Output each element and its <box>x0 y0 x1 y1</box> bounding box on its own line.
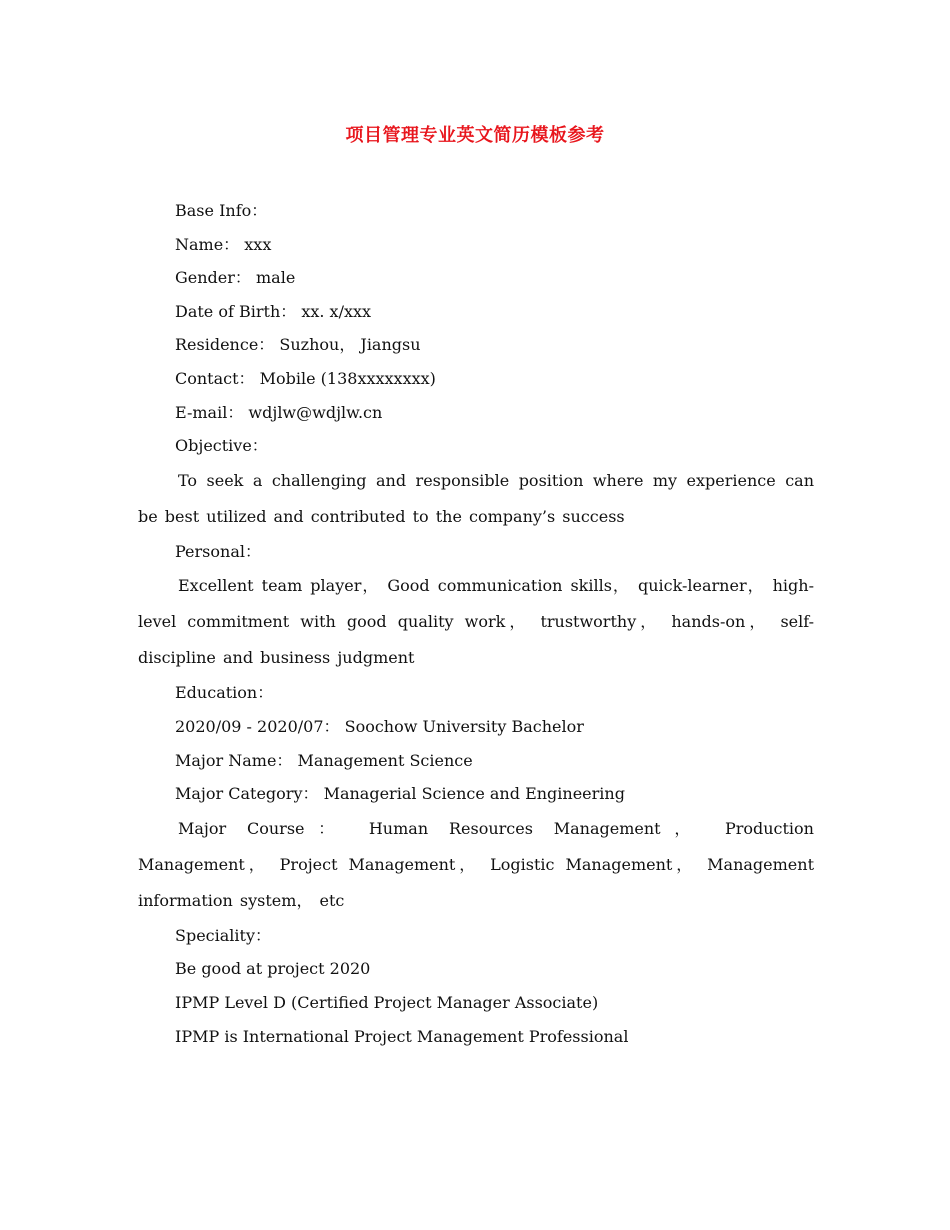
name-line: Name： xxx <box>175 234 272 254</box>
education-label: Education： <box>175 683 274 703</box>
objective-paragraph: To seek a challenging and responsible position where my experience can be best utilized and contributed to the company’s success <box>138 470 814 526</box>
residence-line: Residence： Suzhou， Jiangsu <box>175 335 421 355</box>
major-course-paragraph: Major Course： Human Resources Management， Production Management， Project Management， Logistic Management， Management information system， etc <box>138 818 814 910</box>
speciality-line-1: Be good at project 2020 <box>175 959 371 979</box>
major-category-line: Major Category： Managerial Science and Engineering <box>175 784 625 804</box>
speciality-label: Speciality： <box>175 925 271 945</box>
personal-label: Personal： <box>175 541 261 561</box>
base-info-label: Base Info： <box>175 201 268 220</box>
dob-line: Date of Birth： xx. x/xxx <box>175 301 372 321</box>
education-period-line: 2020/09 - 2020/07： Soochow University Bachelor <box>175 716 584 736</box>
document-title: 项目管理专业英文简历模板参考 <box>345 125 605 146</box>
major-name-line: Major Name： Management Science <box>175 750 473 770</box>
email-line: E-mail： wdjlw@wdjlw.cn <box>175 402 383 422</box>
gender-line: Gender： male <box>175 268 296 288</box>
resume-body <box>138 194 814 1053</box>
objective-label: Objective： <box>175 436 268 456</box>
personal-paragraph: Excellent team player， Good communication skills， quick-learner， high-level commitment with good quality work， trustworthy， hands-on， self-discipline and business judgment <box>138 576 814 668</box>
speciality-line-3: IPMP is International Project Management Professional <box>175 1026 629 1046</box>
speciality-line-2: IPMP Level D (Certified Project Manager Associate) <box>175 992 599 1012</box>
contact-line: Contact： Mobile (138xxxxxxxx) <box>175 368 436 388</box>
